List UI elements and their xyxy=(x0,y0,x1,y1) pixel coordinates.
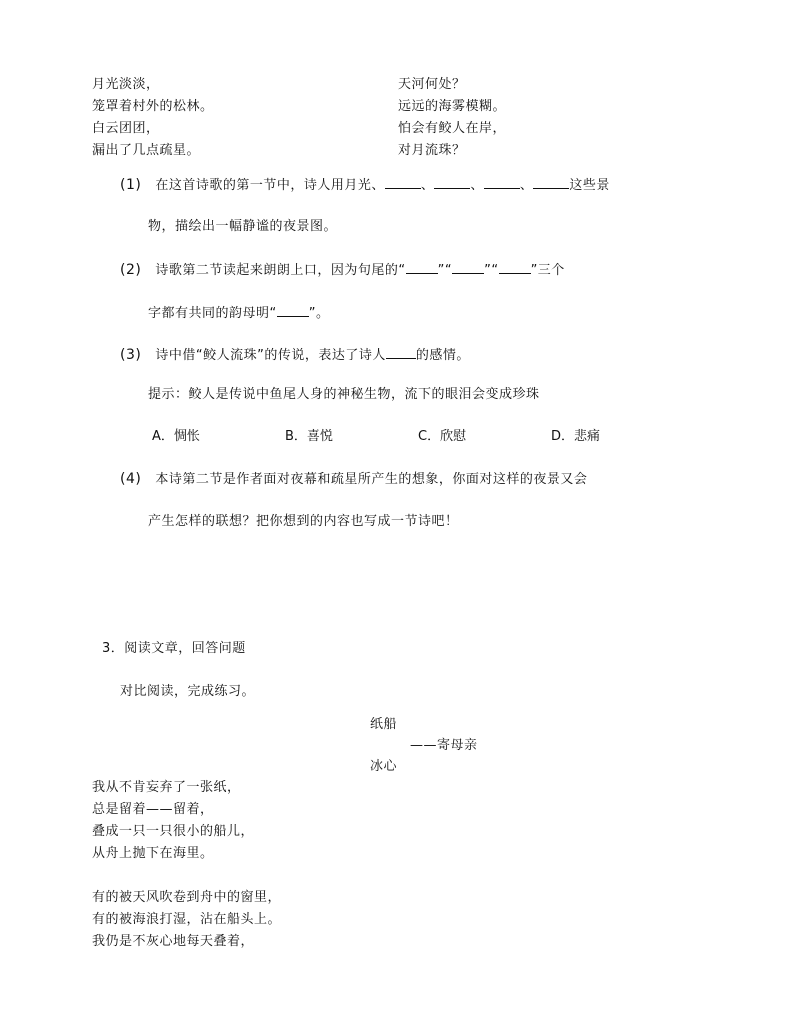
poem1-right-line-4: 对月流珠？ xyxy=(398,143,466,158)
section-3-heading: 3．阅读文章，回答问题 xyxy=(102,641,246,656)
answer-blank[interactable] xyxy=(484,175,520,189)
question-2-text-end: ”三个 xyxy=(530,263,565,278)
option-b[interactable]: B．喜悦 xyxy=(285,429,333,444)
poem-author: 冰心 xyxy=(370,759,398,774)
separator: 、 xyxy=(519,178,534,193)
poem1-left-line-4: 漏出了几点疏星。 xyxy=(92,143,201,158)
question-4-line-2: 产生怎样的联想？把你想到的内容也写成一节诗吧！ xyxy=(148,514,459,529)
stanza-1-line-1: 我从不肯妄弃了一张纸， xyxy=(92,780,241,795)
stanza-2-line-2: 有的被海浪打湿，沾在船头上。 xyxy=(92,912,282,927)
poem1-left-line-3: 白云团团， xyxy=(92,121,160,136)
question-4 xyxy=(120,470,587,489)
question-3 xyxy=(120,345,470,365)
question-2-line-2-text: 字都有共同的韵母明“ xyxy=(148,306,277,321)
question-4-number: (4) xyxy=(120,471,142,487)
stanza-1-line-4: 从舟上抛下在海里。 xyxy=(92,846,214,861)
section-3-instruction: 对比阅读，完成练习。 xyxy=(120,684,256,699)
stanza-1-line-3: 叠成一只一只很小的船儿， xyxy=(92,824,255,839)
question-2 xyxy=(120,260,565,280)
question-3-hint: 提示：鲛人是传说中鱼尾人身的神秘生物，流下的眼泪会变成珍珠 xyxy=(148,387,540,402)
question-1 xyxy=(120,175,610,195)
question-3-text-end: 的感情。 xyxy=(415,348,470,363)
answer-blank[interactable] xyxy=(452,260,484,274)
poem-title: 纸船 xyxy=(370,717,398,732)
question-1-line-2: 物，描绘出一幅静谧的夜景图。 xyxy=(148,219,338,234)
poem1-right-line-3: 怕会有鲛人在岸， xyxy=(398,121,507,136)
quote-separator: ”“ xyxy=(437,263,453,278)
stanza-2-line-1: 有的被天风吹卷到舟中的窗里， xyxy=(92,890,282,905)
separator: 、 xyxy=(470,178,484,193)
poem1-left-line-1: 月光淡淡， xyxy=(92,77,160,92)
poem1-left-line-2: 笼罩着村外的松林。 xyxy=(92,99,214,114)
answer-blank[interactable] xyxy=(277,303,309,317)
option-d[interactable]: D．悲痛 xyxy=(551,429,601,444)
question-1-text: 在这首诗歌的第一节中，诗人用月光、 xyxy=(155,178,385,193)
question-2-line-2-end: ”。 xyxy=(308,306,330,321)
answer-blank[interactable] xyxy=(434,175,470,189)
answer-blank[interactable] xyxy=(385,175,421,189)
question-3-text: 诗中借“鲛人流珠”的传说，表达了诗人 xyxy=(155,348,386,363)
stanza-1-line-2: 总是留着——留着， xyxy=(92,802,214,817)
question-3-number: (3) xyxy=(120,347,142,363)
poem1-right-line-2: 远远的海雾模糊。 xyxy=(398,99,507,114)
option-a[interactable]: A．惆怅 xyxy=(152,429,200,444)
answer-blank[interactable] xyxy=(386,345,416,359)
answer-blank[interactable] xyxy=(499,260,531,274)
question-2-line-2 xyxy=(148,303,330,323)
question-1-text-end: 这些景 xyxy=(569,178,610,193)
poem1-right-line-1: 天河何处？ xyxy=(398,77,466,92)
question-1-number: (1) xyxy=(120,177,142,193)
poem-subtitle: ——寄母亲 xyxy=(410,738,478,753)
question-2-number: (2) xyxy=(120,262,142,278)
question-2-text: 诗歌第二节读起来朗朗上口，因为句尾的“ xyxy=(155,263,406,278)
question-4-text: 本诗第二节是作者面对夜幕和疏星所产生的想象，你面对这样的夜景又会 xyxy=(155,472,588,487)
option-c[interactable]: C．欣慰 xyxy=(418,429,467,444)
answer-blank[interactable] xyxy=(533,175,569,189)
answer-blank[interactable] xyxy=(406,260,438,274)
separator: 、 xyxy=(420,178,435,193)
quote-separator: ”“ xyxy=(484,263,499,278)
stanza-2-line-3: 我仍是不灰心地每天叠着， xyxy=(92,934,255,949)
